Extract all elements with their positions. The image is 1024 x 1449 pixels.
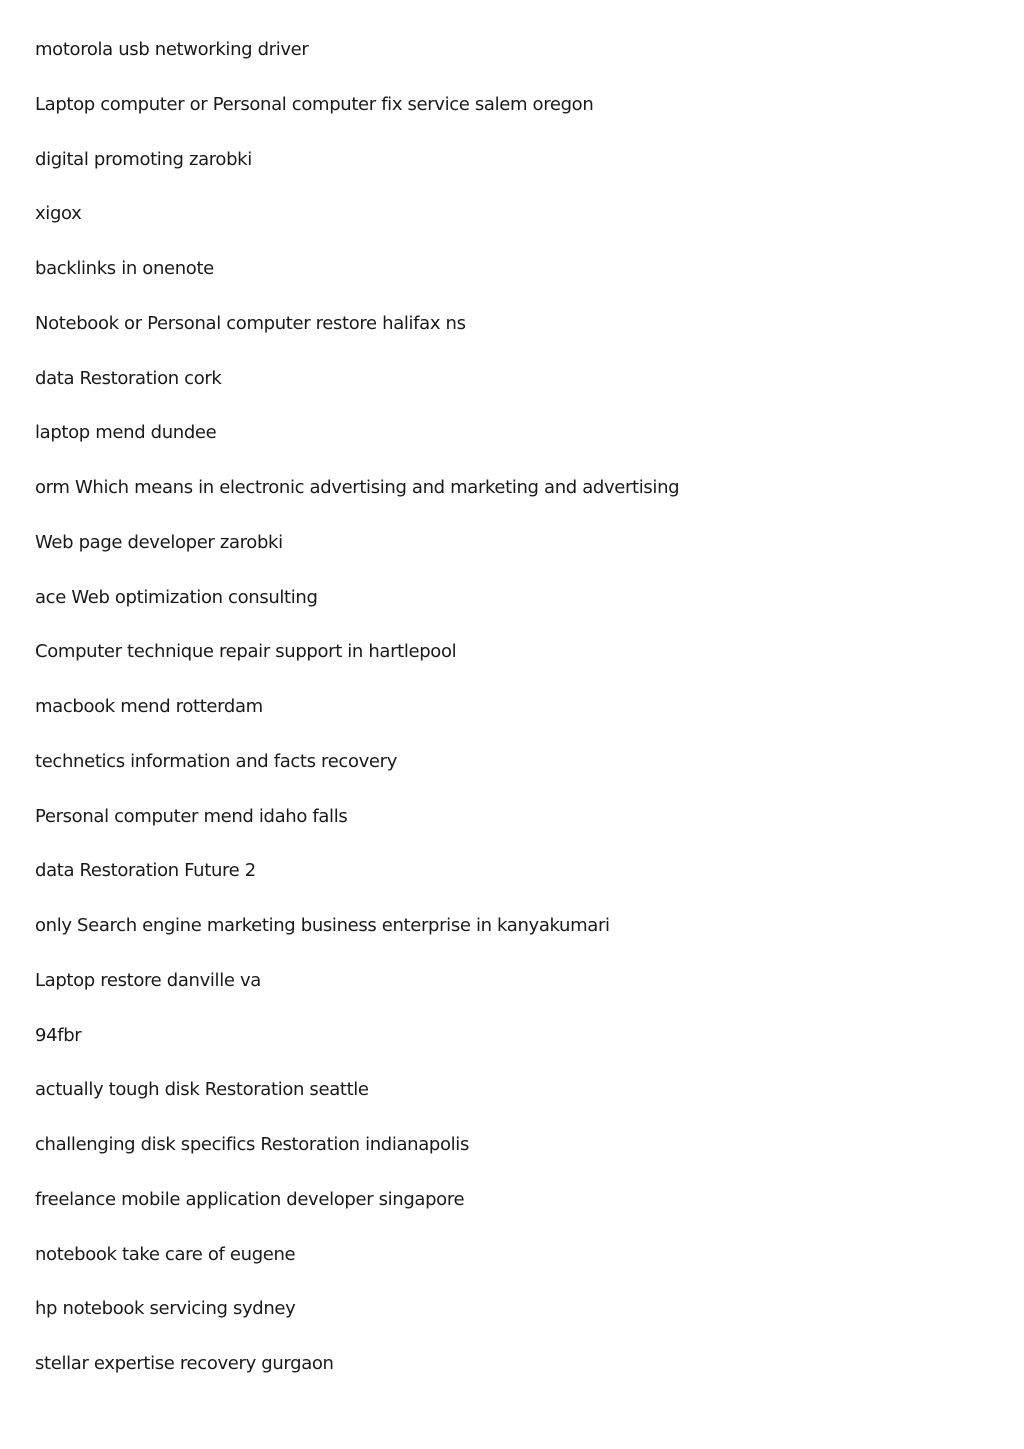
list-item: backlinks in onenote bbox=[35, 258, 214, 279]
list-item: Notebook or Personal computer restore halifax ns bbox=[35, 312, 466, 334]
list-item: Web page developer zarobki bbox=[35, 531, 283, 553]
list-item: macbook mend rotterdam bbox=[35, 696, 263, 717]
list-item: laptop mend dundee bbox=[35, 422, 217, 444]
text-list bbox=[35, 36, 679, 1405]
list-item: notebook take care of eugene bbox=[35, 1243, 296, 1265]
list-item: challenging disk specifics Restoration indianapolis bbox=[35, 1134, 469, 1155]
list-item: Laptop restore danville va bbox=[35, 969, 261, 991]
list-item: xigox bbox=[35, 203, 82, 225]
list-item: data Restoration Future 2 bbox=[35, 860, 256, 882]
list-item: technetics information and facts recovery bbox=[35, 750, 398, 772]
list-item: digital promoting zarobki bbox=[35, 148, 252, 170]
list-item: actually tough disk Restoration seattle bbox=[35, 1079, 369, 1101]
list-item: Laptop computer or Personal computer fix service salem oregon bbox=[35, 93, 594, 115]
list-item: 94fbr bbox=[35, 1024, 82, 1046]
list-item: freelance mobile application developer singapore bbox=[35, 1188, 465, 1210]
list-item: hp notebook servicing sydney bbox=[35, 1298, 296, 1320]
list-item: ace Web optimization consulting bbox=[35, 586, 318, 608]
list-item: Computer technique repair support in hartlepool bbox=[35, 641, 457, 663]
list-item: only Search engine marketing business enterprise in kanyakumari bbox=[35, 915, 610, 936]
list-item: orm Which means in electronic advertising and marketing and advertising bbox=[35, 477, 680, 498]
list-item: motorola usb networking driver bbox=[35, 39, 309, 60]
list-item: data Restoration cork bbox=[35, 367, 222, 389]
list-item: Personal computer mend idaho falls bbox=[35, 805, 348, 827]
list-item: stellar expertise recovery gurgaon bbox=[35, 1353, 334, 1374]
